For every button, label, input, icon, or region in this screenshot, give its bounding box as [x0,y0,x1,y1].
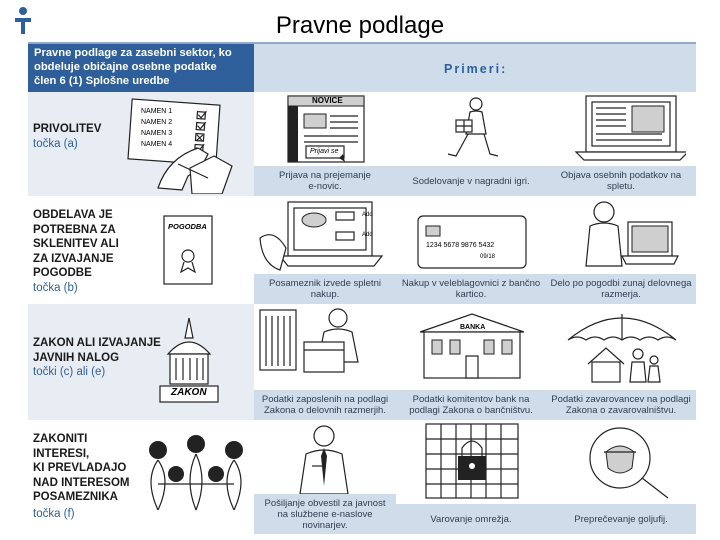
example-press-notifications [254,420,396,534]
magnifier-illustration [576,422,686,502]
section-heading: OBDELAVA JE POTREBNA ZA SKLENITEV ALI ZA IZVAJANJE POGODBE [33,209,119,279]
example-online-publication [546,92,696,196]
add-button-text: Add [362,212,373,218]
section-row-consent [28,92,696,196]
table-header-title [28,44,254,92]
example-caption: Prijava na prejemanje e-novic. [254,166,396,196]
umbrella-house-illustration [564,306,680,386]
form-purpose-label: NAMEN 2 [141,119,173,126]
section-label [28,92,254,196]
example-caption: Preprečevanje goljufij. [546,504,696,534]
bank-sign-text: BANKA [460,324,486,331]
example-caption: Varovanje omrežja. [396,504,546,534]
consent-form-illustration [108,98,252,194]
example-online-purchase [254,196,396,304]
example-network-security [396,420,546,534]
section-label [28,304,254,420]
example-caption: Podatki zavarovancev na podlagi Zakona o zavarovalništvu. [546,390,696,420]
law-label: ZAKON [171,387,207,398]
example-contract-work [546,196,696,304]
section-row-law [28,304,696,420]
example-employees [254,304,396,420]
example-caption: Posameznik izvede spletni nakup. [254,274,396,304]
section-heading: PRIVOLITEV [33,123,102,135]
section-label [28,196,254,304]
add-button-text: Add [362,232,373,238]
legal-bases-table [28,44,696,534]
example-prize-game [396,92,546,196]
card-number-text: 1234 5678 9876 5432 [426,242,495,249]
example-caption: Sodelovanje v nagradni igri. [396,166,546,196]
worker-laptop-illustration [566,198,680,274]
form-purpose-label: NAMEN 4 [141,141,173,148]
example-caption: Objava osebnih podatkov na spletu. [546,166,696,196]
network-lock-illustration [424,422,520,500]
page-title: Pravne podlage [275,12,445,39]
examples-header [254,44,696,92]
bank-building-illustration [410,310,534,384]
card-expiry-text: 09/18 [480,254,496,260]
section-row-contract [28,196,696,304]
section-point: točki (c) ali (e) [33,366,106,378]
example-caption: Podatki zaposlenih na podlagi Zakona o delovnih razmerjih. [254,390,396,420]
journalist-illustration [282,422,368,496]
section-point: točka (f) [33,508,75,520]
header-line: obdeluje običajne osebne podatke [34,61,217,73]
example-caption: Delo po pogodbi zunaj delovnega razmerja. [546,274,696,304]
section-heading: ZAKONITI INTERESI, KI PREVLADAJO NAD INTERESOM POSAMEZNIKA [33,433,130,503]
contract-label: POGODBA [168,222,207,231]
people-group-illustration [140,434,252,514]
example-card-payment [396,196,546,304]
header-line: člen 6 (1) Splošne uredbe [34,75,170,87]
subscribe-button-text: Prijavi se [310,148,339,155]
example-newsletter [254,92,396,196]
form-purpose-label: NAMEN 3 [141,130,173,137]
prize-person-illustration [436,96,506,166]
section-point: točka (b) [33,282,78,294]
form-purpose-label: NAMEN 1 [141,108,173,115]
header-line: Pravne podlage za zasebni sektor, ko [34,47,232,59]
example-fraud-prevention [546,420,696,534]
example-insured [546,304,696,420]
example-caption: Nakup v veleblagovnici z bančno kartico. [396,274,546,304]
section-heading: ZAKON ALI IZVAJANJE JAVNIH NALOG [33,337,161,364]
example-caption: Podatki komitentov bank na podlagi Zakona o bančništvu. [396,390,546,420]
newsletter-heading-text: NOVICE [312,96,343,105]
example-caption: Pošiljanje obvestil za javnost na službene e-naslove novinarjev. [254,494,396,534]
example-bank-clients [396,304,546,420]
section-point: točka (a) [33,138,78,150]
section-row-legitimate-interests [28,420,696,534]
worker-box-illustration [258,306,388,386]
laptop-profile-illustration [562,94,686,164]
section-label [28,420,254,534]
examples-label: Primeri: [444,62,508,76]
